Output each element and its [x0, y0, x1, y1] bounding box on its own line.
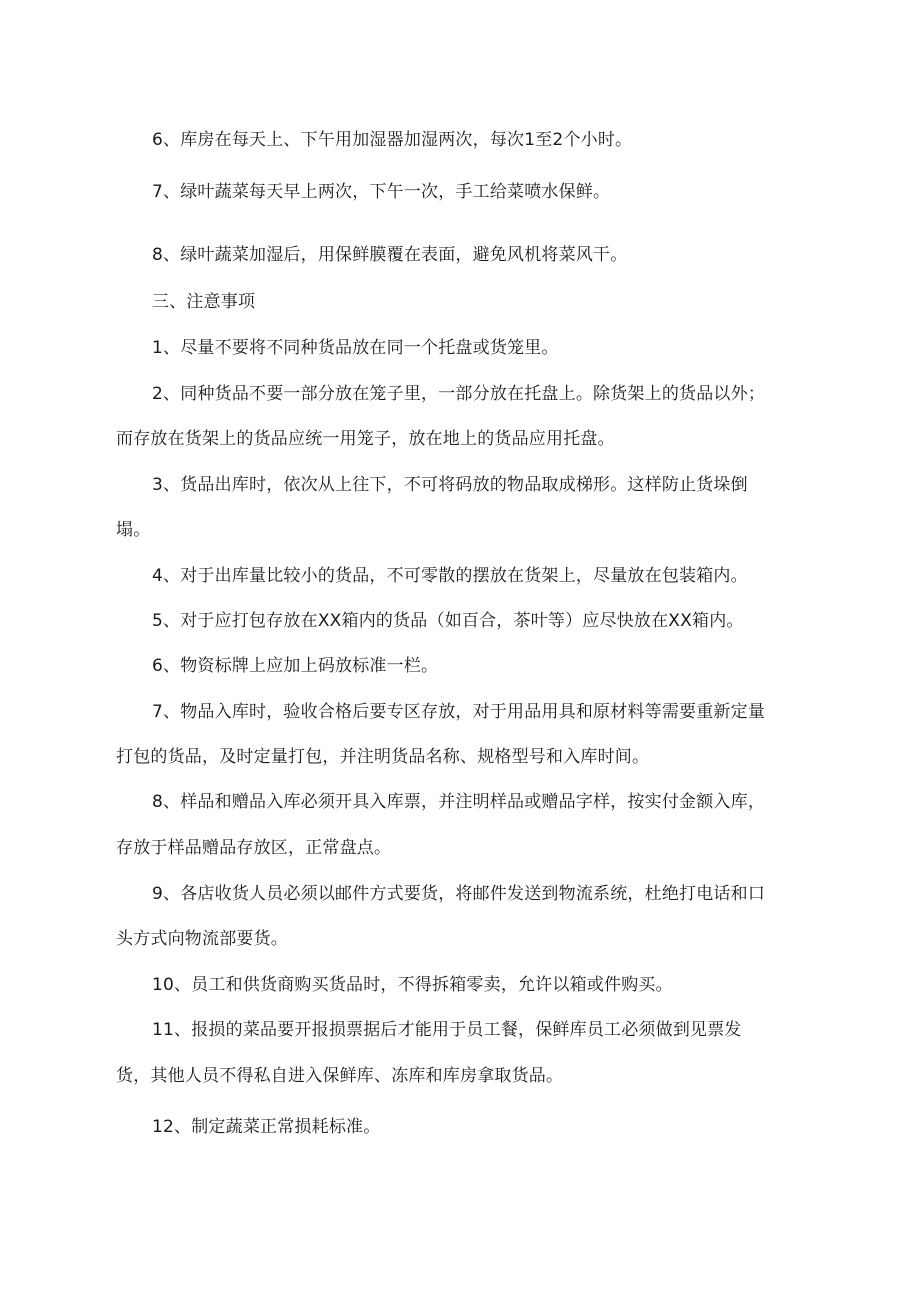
- paragraph-line: 7、物品入库时，验收合格后要专区存放，对于用品用具和原材料等需要重新定量: [152, 702, 766, 722]
- paragraph-line: 10、员工和供货商购买货品时，不得拆箱零卖，允许以箱或件购买。: [152, 975, 673, 995]
- paragraph-line: 存放于样品赠品存放区，正常盘点。: [116, 838, 392, 858]
- section-heading: 三、注意事项: [152, 292, 256, 312]
- paragraph-line: 12、制定蔬菜正常损耗标准。: [152, 1117, 381, 1137]
- paragraph-line: 8、绿叶蔬菜加湿后，用保鲜膜覆在表面，避免风机将菜风干。: [152, 245, 628, 265]
- paragraph-line: 9、各店收货人员必须以邮件方式要货，将邮件发送到物流系统，杜绝打电话和口: [152, 884, 766, 904]
- paragraph-line: 塌。: [116, 520, 151, 540]
- paragraph-line: 11、报损的菜品要开报损票据后才能用于员工餐，保鲜库员工必须做到见票发: [152, 1020, 742, 1040]
- paragraph-line: 1、尽量不要将不同种货品放在同一个托盘或货笼里。: [152, 338, 559, 358]
- paragraph-line: 8、样品和赠品入库必须开具入库票，并注明样品或赠品字样，按实付金额入库，: [152, 792, 766, 812]
- paragraph-line: 6、库房在每天上、下午用加湿器加湿两次，每次1至2个小时。: [152, 130, 633, 150]
- paragraph-line: 3、货品出库时，依次从上往下，不可将码放的物品取成梯形。这样防止货垛倒: [152, 475, 748, 495]
- paragraph-line: 5、对于应打包存放在XX箱内的货品（如百合，茶叶等）应尽快放在XX箱内。: [152, 611, 744, 631]
- paragraph-line: 而存放在货架上的货品应统一用笼子，放在地上的货品应用托盘。: [116, 429, 615, 449]
- paragraph-line: 打包的货品，及时定量打包，并注明货品名称、规格型号和入库时间。: [116, 747, 650, 767]
- paragraph-line: 6、物资标牌上应加上码放标准一栏。: [152, 656, 439, 676]
- paragraph-line: 货，其他人员不得私自进入保鲜库、冻库和库房拿取货品。: [116, 1066, 564, 1086]
- paragraph-line: 4、对于出库量比较小的货品，不可零散的摆放在货架上，尽量放在包装箱内。: [152, 566, 748, 586]
- paragraph-line: 2、同种货品不要一部分放在笼子里，一部分放在托盘上。除货架上的货品以外；: [152, 384, 766, 404]
- paragraph-line: 头方式向物流部要货。: [116, 929, 288, 949]
- paragraph-line: 7、绿叶蔬菜每天早上两次，下午一次，手工给菜喷水保鲜。: [152, 182, 611, 202]
